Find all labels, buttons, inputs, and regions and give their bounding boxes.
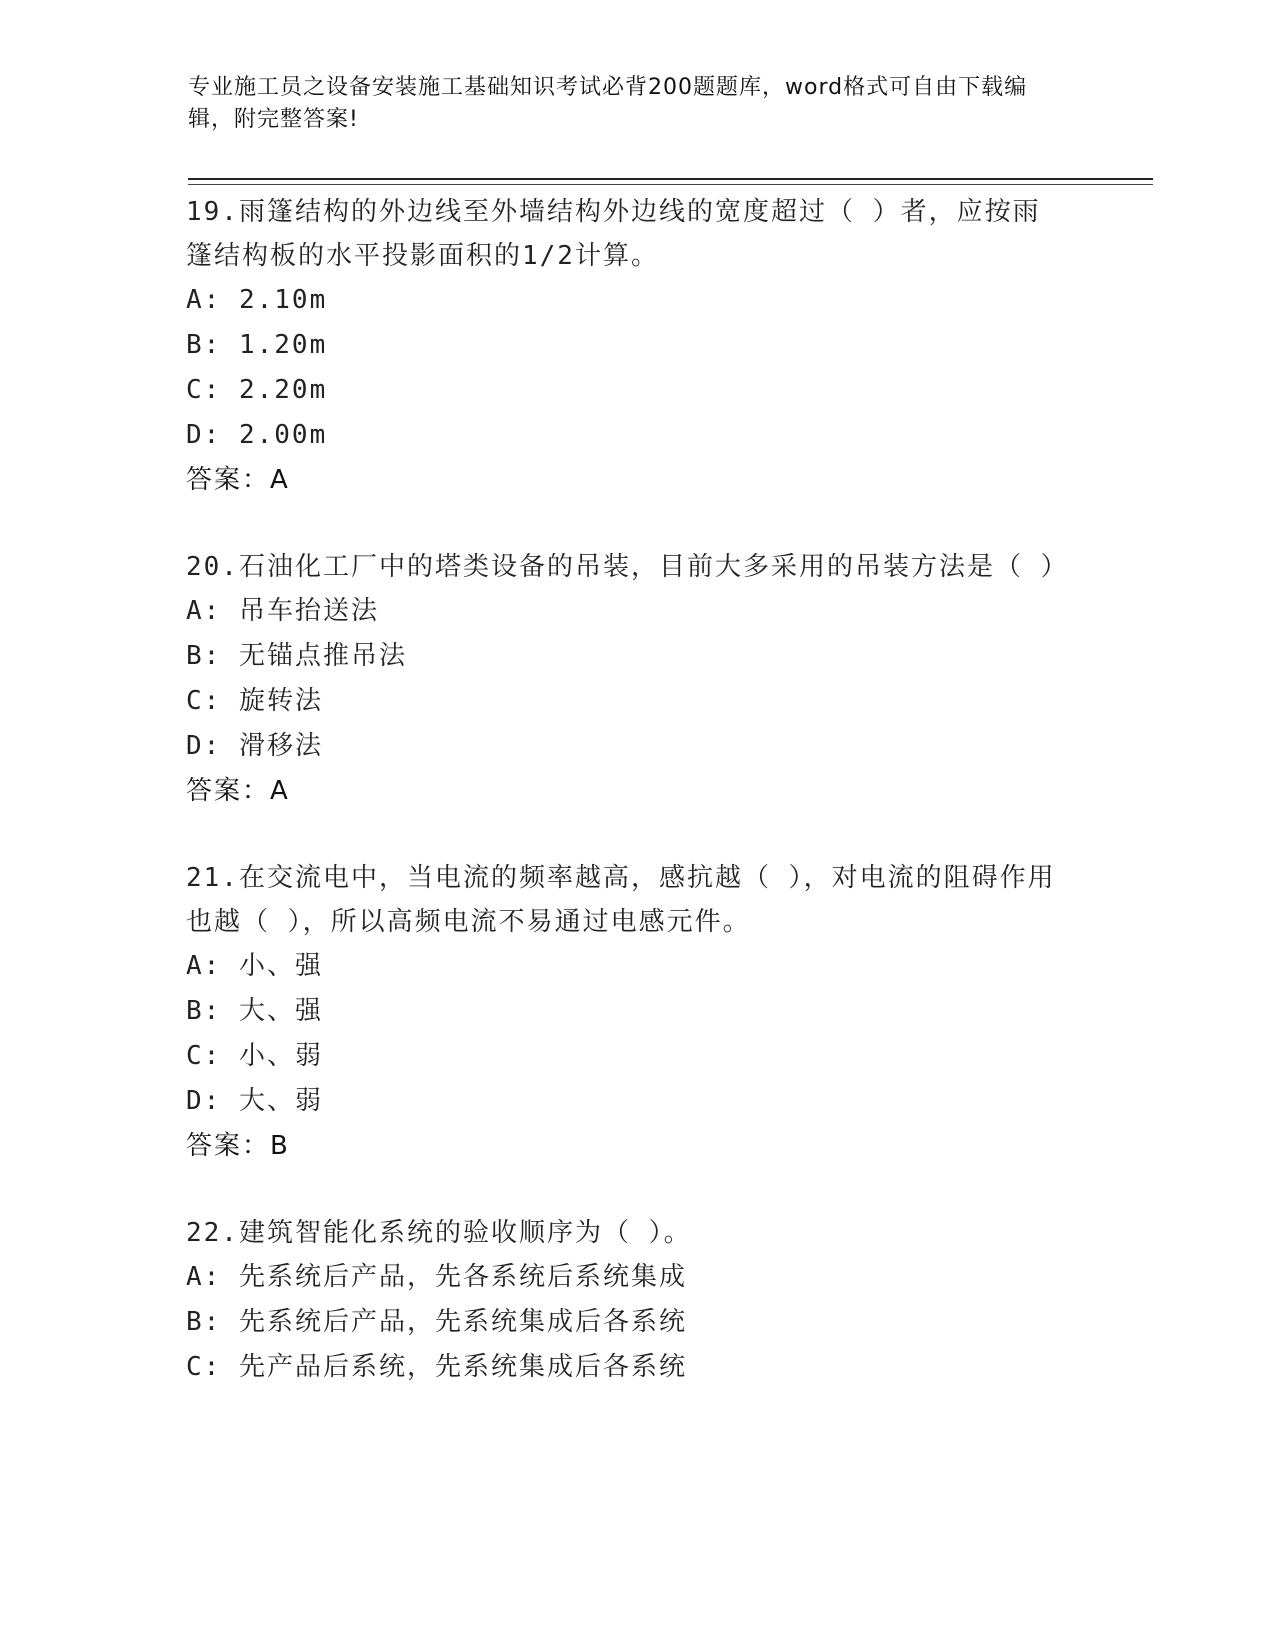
- header-divider-thin: [188, 184, 1153, 185]
- option-d: D: 大、弱: [186, 1086, 323, 1116]
- answer-line: 答案：A: [186, 776, 290, 806]
- question-text: 19.雨篷结构的外边线至外墙结构外边线的宽度超过（ ）者，应按雨篷结构板的水平投影面积的1/2计算。: [186, 197, 1041, 271]
- option-b: B: 1.20m: [186, 330, 328, 360]
- answer-line: 答案：B: [186, 1131, 290, 1161]
- option-d: D: 2.00m: [186, 420, 328, 450]
- option-b: B: 先系统后产品，先系统集成后各系统: [186, 1307, 687, 1337]
- question-text: 22.建筑智能化系统的验收顺序为（ ）。: [186, 1218, 692, 1248]
- answer-line: 答案：A: [186, 465, 290, 495]
- option-d: D: 滑移法: [186, 731, 323, 761]
- option-b: B: 大、强: [186, 996, 323, 1026]
- header-divider-thick: [188, 178, 1153, 180]
- option-c: C: 先产品后系统，先系统集成后各系统: [186, 1352, 687, 1382]
- document-header: 专业施工员之设备安装施工基础知识考试必背200题题库，word格式可自由下载编辑，附完整答案!: [188, 75, 1028, 132]
- option-c: C: 旋转法: [186, 686, 323, 716]
- option-a: A: 2.10m: [186, 285, 328, 315]
- question-text: 21.在交流电中，当电流的频率越高，感抗越（ ），对电流的阻碍作用也越（ ），所以高频电流不易通过电感元件。: [186, 863, 1056, 937]
- question-block: [186, 190, 1066, 503]
- question-text: 20.石油化工厂中的塔类设备的吊装，目前大多采用的吊装方法是（ ）: [186, 552, 1069, 582]
- question-block: [186, 545, 1069, 814]
- question-block: [186, 1211, 1066, 1390]
- option-a: A: 吊车抬送法: [186, 596, 379, 626]
- question-list: [186, 190, 1069, 1432]
- option-a: A: 小、强: [186, 951, 323, 981]
- option-a: A: 先系统后产品，先各系统后系统集成: [186, 1262, 687, 1292]
- question-block: [186, 856, 1066, 1169]
- option-c: C: 2.20m: [186, 375, 328, 405]
- option-c: C: 小、弱: [186, 1041, 323, 1071]
- option-b: B: 无锚点推吊法: [186, 641, 407, 671]
